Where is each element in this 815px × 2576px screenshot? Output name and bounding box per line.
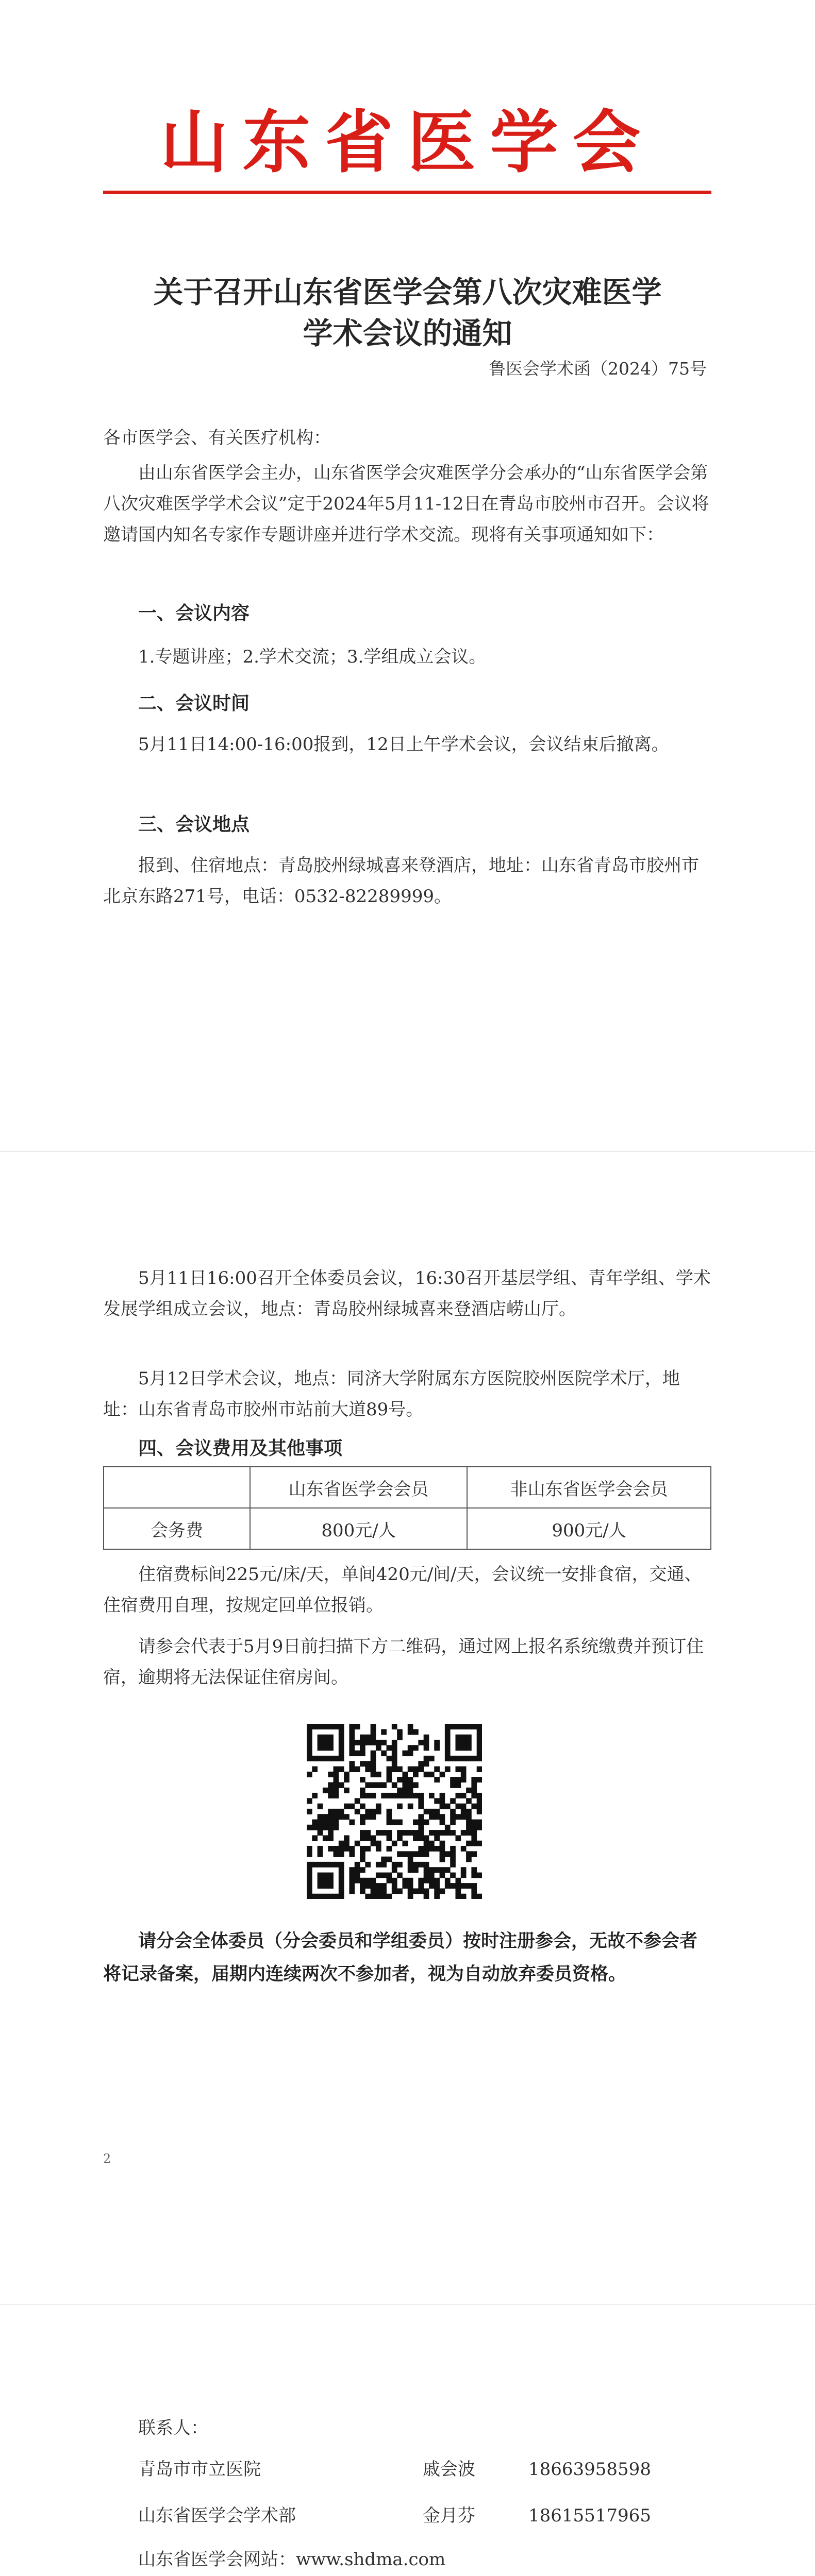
section-1-text: 1.专题讲座；2.学术交流；3.学组成立会议。 bbox=[138, 647, 487, 667]
plenary-meeting-paragraph: 5月11日16:00召开全体委员会议，16:30召开基层学组、青年学组、学术发展学组成立会议，地点：青岛胶州绿城喜来登酒店崂山厅。 bbox=[103, 1268, 711, 1319]
section-2-text: 5月11日14:00-16:00报到，12日上午学术会议，会议结束后撤离。 bbox=[138, 734, 669, 755]
letterhead-red-rule bbox=[103, 191, 711, 194]
contact-2-name: 金月芬 bbox=[423, 2505, 475, 2526]
page-2 bbox=[0, 1151, 815, 2304]
organization-letterhead: 山东省医学会 bbox=[160, 103, 655, 182]
contact-1-phone: 18663958598 bbox=[528, 2459, 651, 2480]
contact-1-name: 戚会波 bbox=[423, 2459, 475, 2480]
page-number: 2 bbox=[103, 2151, 111, 2166]
intro-paragraph: 由山东省医学会主办，山东省医学会灾难医学分会承办的“山东省医学会第八次灾难医学学术会议”定于2024年5月11-12日在青岛市胶州市召开。会议将邀请国内知名专家作专题讲座并进行学术交流。现将有关事项通知如下： bbox=[103, 463, 709, 545]
lodging-paragraph: 住宿费标间225元/床/天，单间420元/间/天，会议统一安排食宿，交通、住宿费用自理，按规定回单位报销。 bbox=[103, 1564, 702, 1616]
attendance-notice: 请分会全体委员（分会委员和学组委员）按时注册参会，无故不参会者将记录备案，届期内连续两次不参加者，视为自动放弃委员资格。 bbox=[103, 1930, 698, 1985]
document-number: 鲁医会学术函（2024）75号 bbox=[489, 359, 707, 379]
registration-paragraph: 请参会代表于5月9日前扫描下方二维码，通过网上报名系统缴费并预订住宿，逾期将无法保证住宿房间。 bbox=[103, 1636, 704, 1688]
header-member: 山东省医学会会员 bbox=[250, 1467, 467, 1508]
header-nonmember: 非山东省医学会会员 bbox=[467, 1467, 711, 1508]
table-corner-cell bbox=[104, 1467, 250, 1508]
section-3-text: 报到、住宿地点：青岛胶州绿城喜来登酒店，地址：山东省青岛市胶州市北京东路271号，电话：0532-82289999。 bbox=[103, 855, 699, 907]
section-1-heading: 一、会议内容 bbox=[138, 602, 250, 624]
contact-2-organization: 山东省医学会学术部 bbox=[138, 2505, 296, 2526]
section-3-heading: 三、会议地点 bbox=[138, 814, 250, 835]
salutation: 各市医学会、有关医疗机构： bbox=[103, 428, 331, 448]
registration-qr-code[interactable] bbox=[307, 1724, 482, 1899]
website-line[interactable]: 山东省医学会网站：www.shdma.com bbox=[138, 2549, 446, 2570]
academic-meeting-paragraph: 5月12日学术会议，地点：同济大学附属东方医院胶州医院学术厅，地址：山东省青岛市胶州市站前大道89号。 bbox=[103, 1368, 680, 1420]
document-title-line-1: 关于召开山东省医学会第八次灾难医学 bbox=[153, 275, 662, 310]
document-title-line-2: 学术会议的通知 bbox=[303, 316, 512, 351]
page-3 bbox=[0, 2304, 815, 2576]
contact-1-organization: 青岛市市立医院 bbox=[138, 2459, 261, 2480]
page-1 bbox=[0, 0, 815, 1151]
section-2-heading: 二、会议时间 bbox=[138, 692, 250, 714]
fee-member: 800元/人 bbox=[250, 1508, 467, 1549]
table-header-row bbox=[104, 1467, 711, 1508]
row-label-fee: 会务费 bbox=[104, 1508, 250, 1549]
fee-nonmember: 900元/人 bbox=[467, 1508, 711, 1549]
contact-2-phone: 18615517965 bbox=[528, 2505, 651, 2526]
contacts-label: 联系人： bbox=[138, 2418, 208, 2438]
table-row bbox=[104, 1508, 711, 1549]
section-4-heading: 四、会议费用及其他事项 bbox=[138, 1437, 343, 1459]
fee-table bbox=[103, 1466, 711, 1550]
